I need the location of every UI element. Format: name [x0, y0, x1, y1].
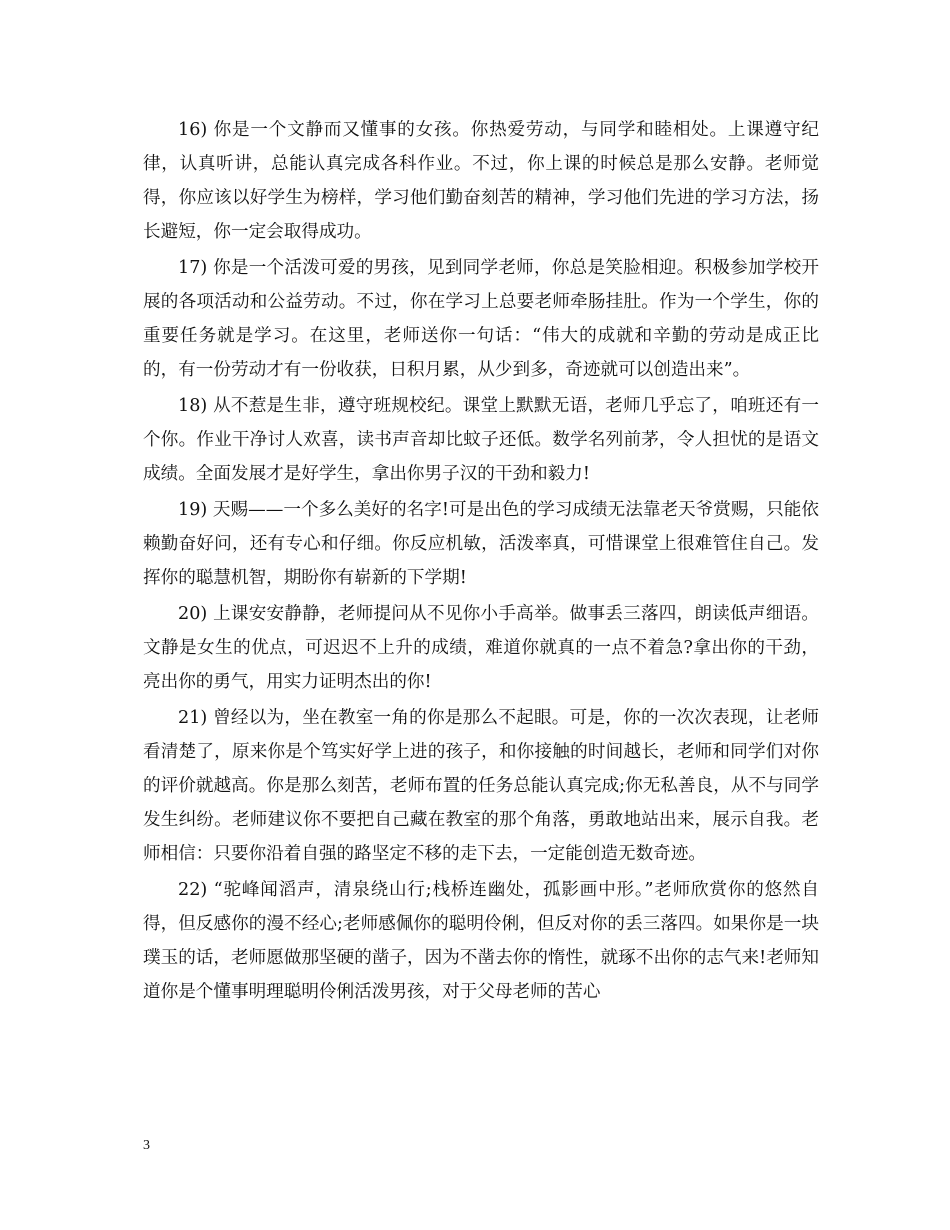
page-number: 3 — [143, 1138, 150, 1153]
paragraph-18: 18) 从不惹是生非，遵守班规校纪。课堂上默默无语，老师几乎忘了，咱班还有一个你。作业干净讨人欢喜，读书声音却比蚊子还低。数学名列前茅，令人担忧的是语文成绩。全面发展才是好学生，拿出你男子汉的干劲和毅力! — [143, 396, 819, 484]
paragraph-19: 19) 天赐——一个多么美好的名字!可是出色的学习成绩无法靠老天爷赏赐，只能依赖勤奋好问，还有专心和仔细。你反应机敏，活泼率真，可惜课堂上很难管住自己。发挥你的聪慧机智，期盼你有崭新的下学期! — [143, 500, 819, 588]
paragraph-21: 21) 曾经以为，坐在教室一角的你是那么不起眼。可是，你的一次次表现，让老师看清楚了，原来你是个笃实好学上进的孩子，和你接触的时间越长，老师和同学们对你的评价就越高。你是那么刻苦，老师布置的任务总能认真完成;你无私善良，从不与同学发生纠纷。老师建议你不要把自己藏在教室的那个角落，勇敢地站出来，展示自我。老师相信：只要你沿着自强的路坚定不移的走下去，一定能创造无数奇迹。 — [143, 708, 819, 864]
paragraph-22: 22) “驼峰闻滔声，清泉绕山行;栈桥连幽处，孤影画中形。”老师欣赏你的悠然自得，但反感你的漫不经心;老师感佩你的聪明伶俐，但反对你的丢三落四。如果你是一块璞玉的话，老师愿做那坚硬的凿子，因为不凿去你的惰性，就琢不出你的志气来!老师知道你是个懂事明理聪明伶俐活泼男孩，对于父母老师的苦心 — [143, 880, 819, 1002]
document-body — [143, 113, 819, 1011]
paragraph-16: 16) 你是一个文静而又懂事的女孩。你热爱劳动，与同学和睦相处。上课遵守纪律，认真听讲，总能认真完成各科作业。不过，你上课的时候总是那么安静。老师觉得，你应该以好学生为榜样，学习他们勤奋刻苦的精神，学习他们先进的学习方法，扬长避短，你一定会取得成功。 — [143, 120, 819, 242]
paragraph-17: 17) 你是一个活泼可爱的男孩，见到同学老师，你总是笑脸相迎。积极参加学校开展的各项活动和公益劳动。不过，你在学习上总要老师牵肠挂肚。作为一个学生，你的重要任务就是学习。在这里，老师送你一句话：“伟大的成就和辛勤的劳动是成正比的，有一份劳动才有一份收获，日积月累，从少到多，奇迹就可以创造出来”。 — [143, 258, 819, 380]
paragraph-20: 20) 上课安安静静，老师提问从不见你小手高举。做事丢三落四，朗读低声细语。文静是女生的优点，可迟迟不上升的成绩，难道你就真的一点不着急?拿出你的干劲，亮出你的勇气，用实力证明杰出的你! — [143, 604, 819, 692]
